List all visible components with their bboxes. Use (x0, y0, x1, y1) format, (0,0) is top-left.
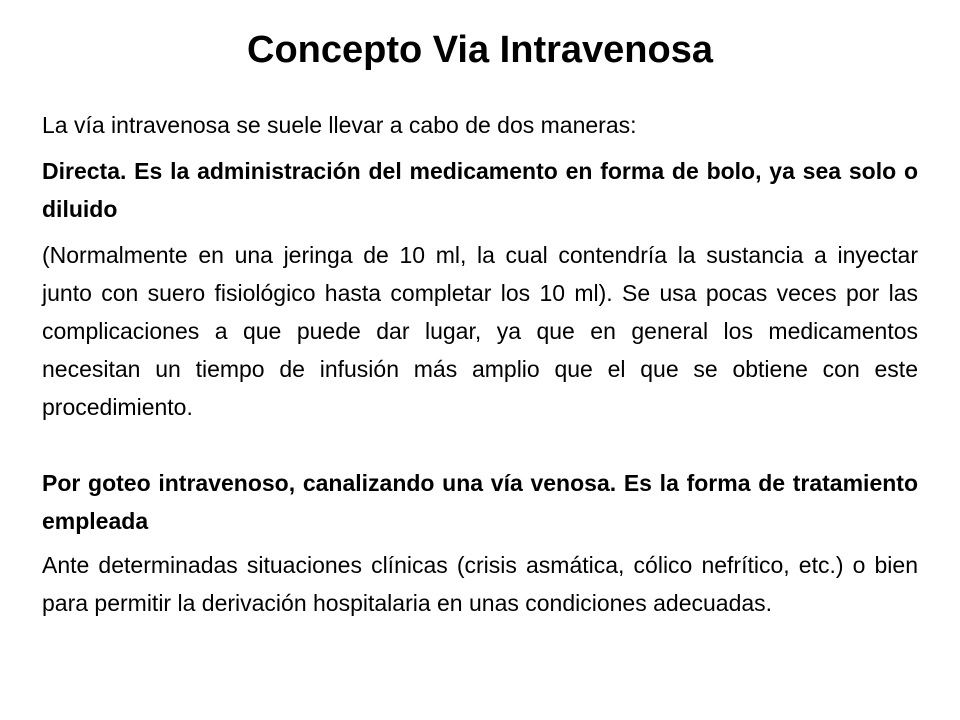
goteo-heading: Por goteo intravenoso, canalizando una vía venosa. Es la forma de tratamiento empleada (42, 470, 918, 534)
intro-paragraph: La vía intravenosa se suele llevar a cabo de dos maneras: (42, 112, 637, 138)
goteo-body: Ante determinadas situaciones clínicas (crisis asmática, cólico nefrítico, etc.) o bien para permitir la derivación hospitalaria en unas condiciones adecuadas. (42, 552, 918, 616)
slide-title: Concepto Via Intravenosa (247, 29, 713, 71)
slide-content (42, 106, 918, 622)
directa-body: (Normalmente en una jeringa de 10 ml, la cual contendría la sustancia a inyectar junto con suero fisiológico hasta completar los 10 ml). Se usa pocas veces por las complicaciones a que puede dar lugar, ya que en general los medicamentos necesitan un tiempo de infusión más amplio que el que se obtiene con este procedimiento. (42, 242, 918, 420)
directa-heading: Directa. Es la administración del medicamento en forma de bolo, ya sea solo o diluido (42, 158, 918, 222)
